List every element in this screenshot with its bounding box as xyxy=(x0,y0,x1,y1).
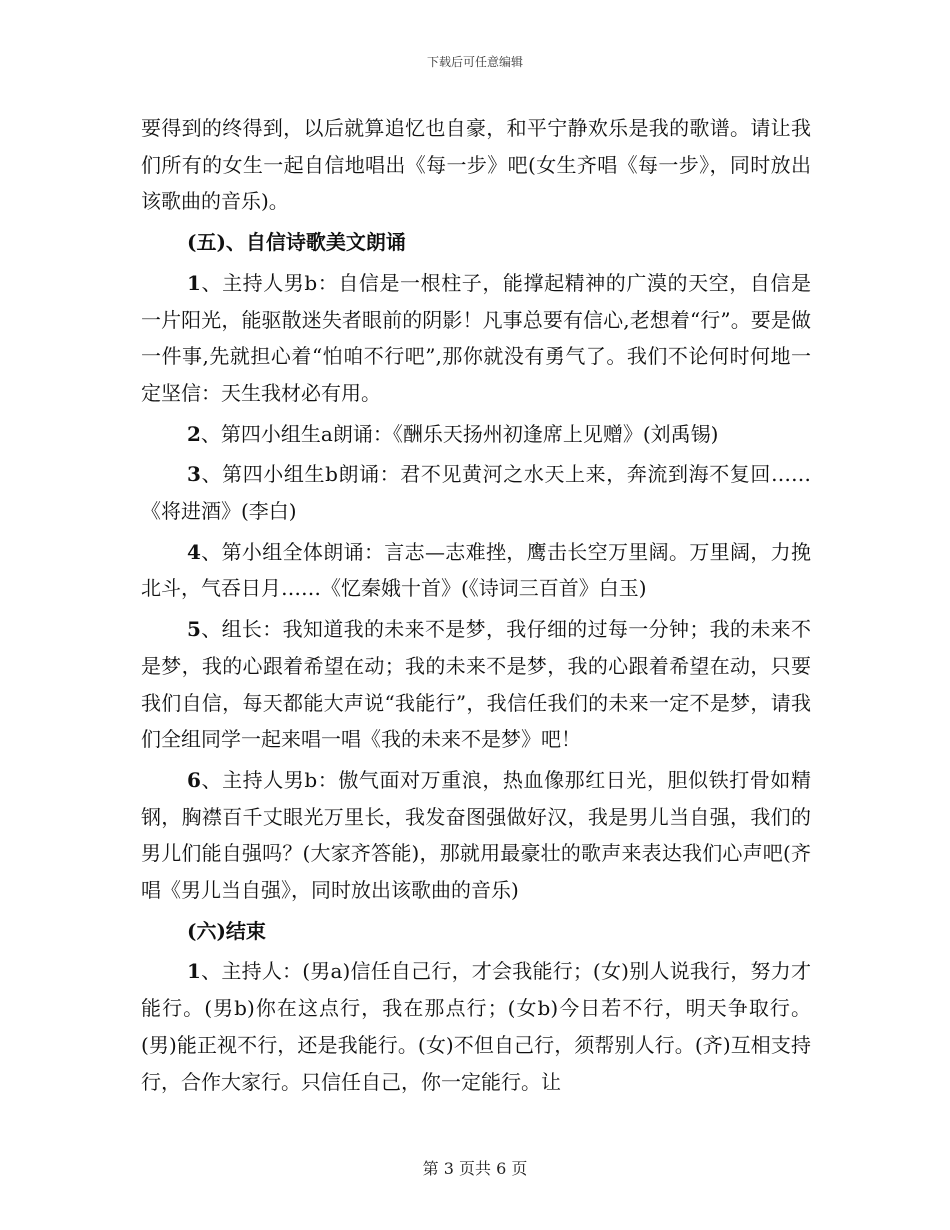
item-number: 2 xyxy=(187,421,201,446)
item-text: 、第小组全体朗诵：言志—志难挫，鹰击长空万里阔。万里阔，力挽北斗，气吞日月……《忆秦娥十首》(《诗词三百首》白玉) xyxy=(141,539,811,601)
item-number: 4 xyxy=(187,539,201,564)
section-heading-six: (六)结束 xyxy=(187,918,266,943)
list-item xyxy=(141,456,811,529)
document-body xyxy=(141,110,811,1100)
section-heading-five: (五)、自信诗歌美文朗诵 xyxy=(187,230,406,255)
item-number: 6 xyxy=(187,767,201,792)
list-item xyxy=(141,534,811,607)
item-text: 、主持人男b：自信是一根柱子，能撑起精神的广漠的天空，自信是一片阳光，能驱散迷失者眼前的阴影！凡事总要有信心,老想着“行”。要是做一件事,先就担心着“怕咱不行吧”,那你就没有勇气了。我们不论何时何地一定坚信：天生我材必有用。 xyxy=(141,270,811,405)
page-footer: 第 3 页共 6 页 xyxy=(422,1159,528,1178)
item-text: 、主持人：(男a)信任自己行，才会我能行；(女)别人说我行，努力才能行。(男b)你在这点行，我在那点行；(女b)今日若不行，明天争取行。(男)能正视不行，还是我能行。(女)不但自己行，须帮别人行。(齐)互相支持行，合作大家行。只信任自己，你一定能行。让 xyxy=(141,959,811,1094)
item-number: 1 xyxy=(187,270,201,295)
list-item xyxy=(141,265,811,412)
page-header: 下载后可任意编辑 xyxy=(426,55,523,69)
list-item xyxy=(141,762,811,909)
list-item xyxy=(141,611,811,758)
list-item xyxy=(141,416,811,453)
paragraph-intro: 要得到的终得到，以后就算追忆也自豪，和平宁静欢乐是我的歌谱。请让我们所有的女生一起自信地唱出《每一步》吧(女生齐唱《每一步》，同时放出该歌曲的音乐)。 xyxy=(141,116,811,214)
item-text: 、组长：我知道我的未来不是梦，我仔细的过每一分钟；我的未来不是梦，我的心跟着希望在动；我的未来不是梦，我的心跟着希望在动，只要我们自信，每天都能大声说“我能行”，我信任我们的未来一定不是梦，请我们全组同学一起来唱一唱《我的未来不是梦》吧！ xyxy=(141,617,811,752)
item-number: 3 xyxy=(187,462,201,487)
item-text: 、第四小组生a朗诵：《酬乐天扬州初逢席上见赠》(刘禹锡) xyxy=(200,421,719,446)
item-text: 、第四小组生b朗诵：君不见黄河之水天上来，奔流到海不复回……《将进酒》(李白) xyxy=(141,462,811,524)
list-item xyxy=(141,953,811,1100)
item-text: 、主持人男b：傲气面对万重浪，热血像那红日光，胆似铁打骨如精钢，胸襟百千丈眼光万里长，我发奋图强做好汉，我是男儿当自强，我们的男儿们能自强吗？(大家齐答能)，那就用最豪壮的歌声来表达我们心声吧(齐唱《男儿当自强》，同时放出该歌曲的音乐) xyxy=(141,767,811,903)
item-number: 1 xyxy=(187,959,201,984)
item-number: 5 xyxy=(187,617,201,642)
